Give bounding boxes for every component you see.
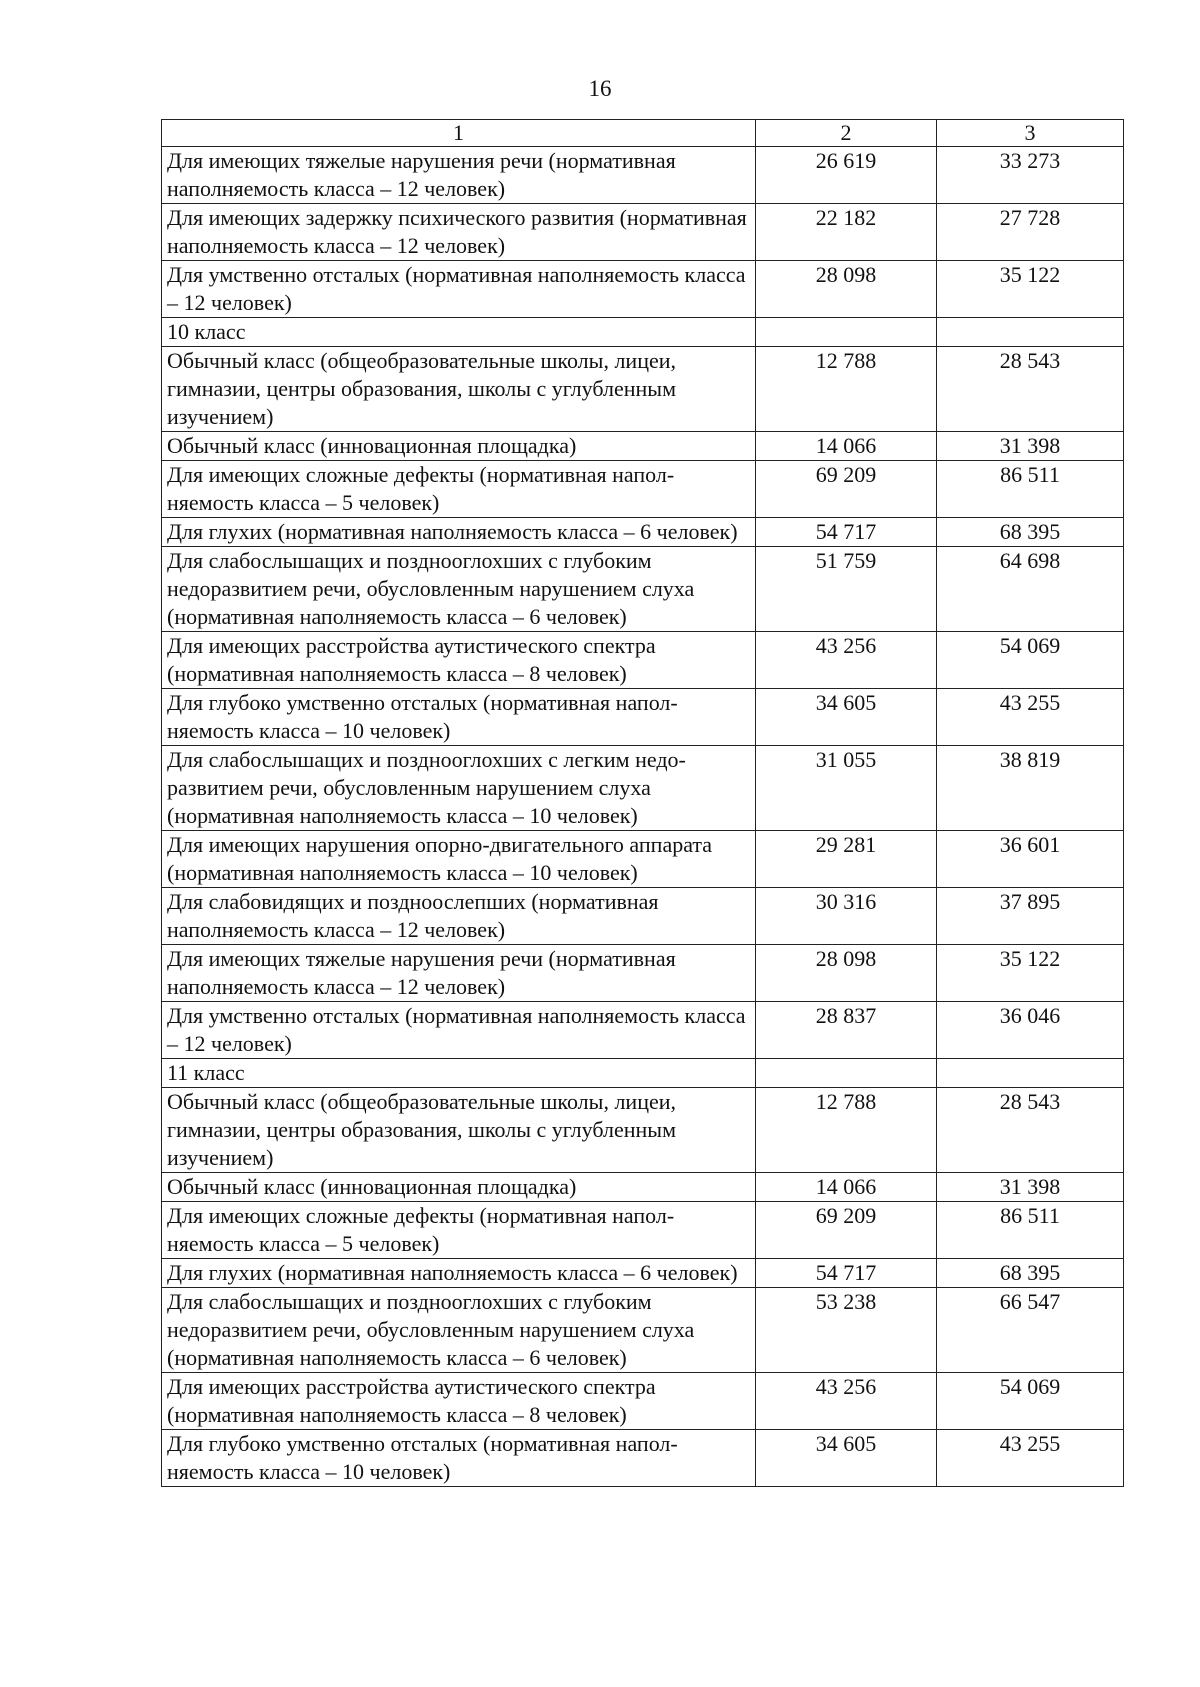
row-label: Для слабослышащих и позднооглохших с глубоким недоразвитием речи, обусловленным нарушением слуха (нормативная наполняемость класса – 6 человек) — [162, 1288, 756, 1373]
row-value-col3: 27 728 — [937, 204, 1124, 261]
row-value-col3: 54 069 — [937, 632, 1124, 689]
row-value-col2: 31 055 — [756, 746, 937, 831]
row-label: Для глубоко умственно отсталых (нормативная напол-няемость класса – 10 человек) — [162, 689, 756, 746]
table-row — [162, 888, 1124, 945]
row-value-col3: 37 895 — [937, 888, 1124, 945]
table-row — [162, 147, 1124, 204]
table-row — [162, 1059, 1124, 1088]
table-row — [162, 1430, 1124, 1487]
row-value-col2: 22 182 — [756, 204, 937, 261]
row-label: Для имеющих нарушения опорно-двигательного аппарата (нормативная наполняемость класса – 10 человек) — [162, 831, 756, 888]
row-value-col3: 36 046 — [937, 1002, 1124, 1059]
row-value-col3: 28 543 — [937, 1088, 1124, 1173]
row-value-col3: 28 543 — [937, 347, 1124, 432]
header-cell-1: 1 — [162, 120, 756, 147]
row-value-col2 — [756, 318, 937, 347]
table-row — [162, 318, 1124, 347]
table-row — [162, 1002, 1124, 1059]
row-label: Для имеющих расстройства аутистического спектра (нормативная наполняемость класса – 8 человек) — [162, 1373, 756, 1430]
row-value-col3: 64 698 — [937, 547, 1124, 632]
row-label: Обычный класс (инновационная площадка) — [162, 432, 756, 461]
row-value-col3: 86 511 — [937, 461, 1124, 518]
row-value-col2: 14 066 — [756, 432, 937, 461]
row-value-col3 — [937, 1059, 1124, 1088]
page-number: 16 — [588, 76, 612, 101]
row-label: Для глухих (нормативная наполняемость класса – 6 человек) — [162, 518, 756, 547]
row-value-col2: 34 605 — [756, 1430, 937, 1487]
row-label: Обычный класс (общеобразовательные школы, лицеи, гимназии, центры образования, школы с углубленным изучением) — [162, 1088, 756, 1173]
table-row — [162, 461, 1124, 518]
row-value-col2: 51 759 — [756, 547, 937, 632]
row-value-col3: 54 069 — [937, 1373, 1124, 1430]
row-label: Для имеющих задержку психического развития (нормативная наполняемость класса – 12 человек) — [162, 204, 756, 261]
row-label: Для глубоко умственно отсталых (нормативная напол-няемость класса – 10 человек) — [162, 1430, 756, 1487]
row-value-col2: 69 209 — [756, 461, 937, 518]
table-row — [162, 1202, 1124, 1259]
table-row — [162, 1288, 1124, 1373]
row-value-col2: 12 788 — [756, 1088, 937, 1173]
row-value-col2: 53 238 — [756, 1288, 937, 1373]
row-label: Для имеющих тяжелые нарушения речи (нормативная наполняемость класса – 12 человек) — [162, 945, 756, 1002]
row-label: Для умственно отсталых (нормативная наполняемость класса – 12 человек) — [162, 1002, 756, 1059]
row-value-col2: 29 281 — [756, 831, 937, 888]
table-row — [162, 945, 1124, 1002]
data-table — [161, 119, 1124, 1487]
row-value-col3: 33 273 — [937, 147, 1124, 204]
row-value-col2: 30 316 — [756, 888, 937, 945]
table-body — [162, 120, 1124, 1487]
table-row — [162, 1373, 1124, 1430]
row-label: Для имеющих тяжелые нарушения речи (нормативная наполняемость класса – 12 человек) — [162, 147, 756, 204]
row-value-col2: 12 788 — [756, 347, 937, 432]
row-label: Для имеющих расстройства аутистического спектра (нормативная наполняемость класса – 8 человек) — [162, 632, 756, 689]
row-label: Обычный класс (инновационная площадка) — [162, 1173, 756, 1202]
table-row — [162, 831, 1124, 888]
table-row — [162, 632, 1124, 689]
table-row — [162, 518, 1124, 547]
row-label: Для глухих (нормативная наполняемость класса – 6 человек) — [162, 1259, 756, 1288]
table-row — [162, 746, 1124, 831]
table-row — [162, 1173, 1124, 1202]
row-value-col2: 54 717 — [756, 518, 937, 547]
row-value-col2: 34 605 — [756, 689, 937, 746]
row-value-col2: 28 098 — [756, 945, 937, 1002]
row-label: Для слабослышащих и позднооглохших с глубоким недоразвитием речи, обусловленным нарушением слуха (нормативная наполняемость класса – 6 человек) — [162, 547, 756, 632]
row-value-col3: 31 398 — [937, 432, 1124, 461]
row-value-col3 — [937, 318, 1124, 347]
row-label: Для слабовидящих и позднoослепших (нормативная наполняемость класса – 12 человек) — [162, 888, 756, 945]
table-header-row — [162, 120, 1124, 147]
row-label: Для умственно отсталых (нормативная наполняемость класса – 12 человек) — [162, 261, 756, 318]
row-value-col3: 86 511 — [937, 1202, 1124, 1259]
row-value-col2: 43 256 — [756, 632, 937, 689]
row-value-col2: 26 619 — [756, 147, 937, 204]
row-value-col3: 31 398 — [937, 1173, 1124, 1202]
row-label: Для имеющих сложные дефекты (нормативная напол-няемость класса – 5 человек) — [162, 461, 756, 518]
row-value-col2: 14 066 — [756, 1173, 937, 1202]
row-value-col3: 35 122 — [937, 261, 1124, 318]
row-value-col3: 43 255 — [937, 1430, 1124, 1487]
table-row — [162, 261, 1124, 318]
row-value-col2: 54 717 — [756, 1259, 937, 1288]
row-value-col3: 35 122 — [937, 945, 1124, 1002]
table-row — [162, 432, 1124, 461]
table-row — [162, 1088, 1124, 1173]
table-row — [162, 204, 1124, 261]
table-row — [162, 1259, 1124, 1288]
row-value-col3: 66 547 — [937, 1288, 1124, 1373]
row-label: Для имеющих сложные дефекты (нормативная напол-няемость класса – 5 человек) — [162, 1202, 756, 1259]
header-cell-3: 3 — [937, 120, 1124, 147]
row-value-col2: 69 209 — [756, 1202, 937, 1259]
row-label: Обычный класс (общеобразовательные школы, лицеи, гимназии, центры образования, школы с углубленным изучением) — [162, 347, 756, 432]
row-label: 11 класс — [162, 1059, 756, 1088]
row-value-col2 — [756, 1059, 937, 1088]
row-value-col2: 43 256 — [756, 1373, 937, 1430]
row-value-col3: 68 395 — [937, 518, 1124, 547]
row-value-col2: 28 098 — [756, 261, 937, 318]
table-row — [162, 547, 1124, 632]
row-value-col3: 68 395 — [937, 1259, 1124, 1288]
table-row — [162, 689, 1124, 746]
row-label: 10 класс — [162, 318, 756, 347]
row-value-col3: 36 601 — [937, 831, 1124, 888]
row-label: Для слабослышащих и позднооглохших с легким недо-развитием речи, обусловленным нарушением слуха (нормативная наполняемость класса – 10 человек) — [162, 746, 756, 831]
table-row — [162, 347, 1124, 432]
row-value-col2: 28 837 — [756, 1002, 937, 1059]
row-value-col3: 38 819 — [937, 746, 1124, 831]
header-cell-2: 2 — [756, 120, 937, 147]
row-value-col3: 43 255 — [937, 689, 1124, 746]
